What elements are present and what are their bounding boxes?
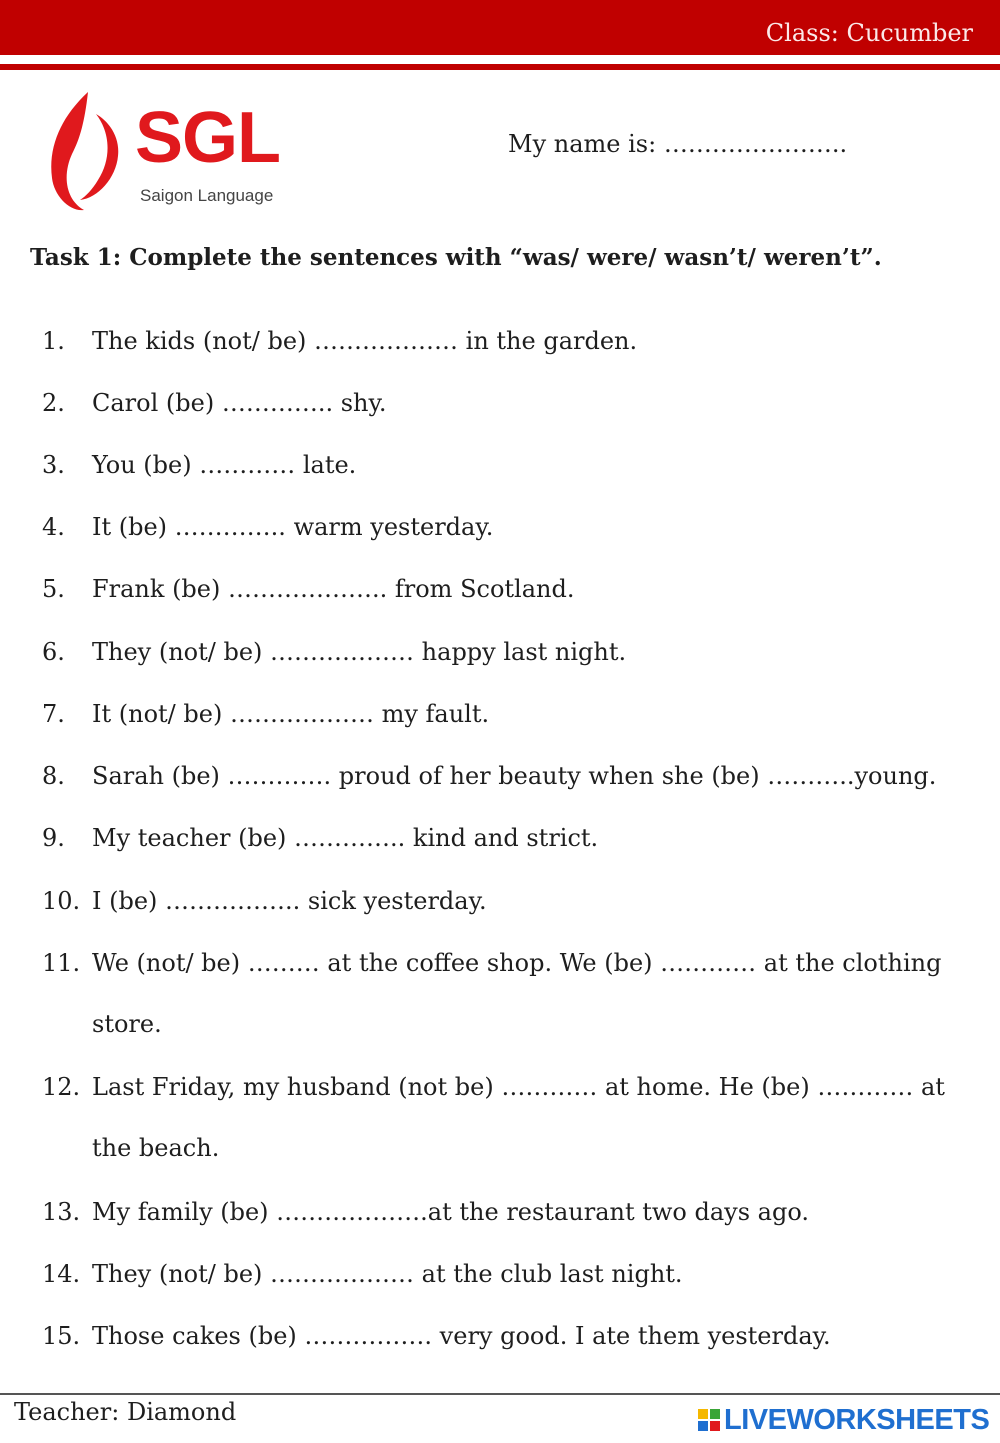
question-number: 13. xyxy=(42,1198,81,1226)
question-continuation: store. xyxy=(92,1010,162,1038)
class-label: Class: Cucumber xyxy=(765,19,973,47)
question-number: 10. xyxy=(42,887,81,915)
watermark-text: LIVEWORKSHEETS xyxy=(724,1403,990,1436)
liveworksheets-watermark xyxy=(698,1405,989,1435)
question-text: My teacher (be) ………….. kind and strict. xyxy=(92,824,599,852)
header-bar xyxy=(0,0,1000,55)
question-number: 5. xyxy=(42,575,65,603)
question-number: 11. xyxy=(42,949,81,977)
question-text: They (not/ be) ……………… at the club last night. xyxy=(92,1260,683,1288)
question-text: It (be) ………….. warm yesterday. xyxy=(92,513,494,541)
question-text: I (be) …………….. sick yesterday. xyxy=(92,887,487,915)
question-text: Last Friday, my husband (not be) ………… at home. He (be) ………… at xyxy=(92,1073,945,1101)
question-text: The kids (not/ be) ……………… in the garden. xyxy=(92,327,638,355)
name-field-label: My name is: ………………….. xyxy=(508,130,848,158)
question-text: They (not/ be) ……………… happy last night. xyxy=(92,638,627,666)
logo-brand: SGL xyxy=(135,98,281,178)
question-number: 4. xyxy=(42,513,65,541)
footer-divider xyxy=(0,1393,1000,1395)
question-number: 8. xyxy=(42,762,65,790)
question-text: You (be) ………… late. xyxy=(92,451,357,479)
question-number: 1. xyxy=(42,327,65,355)
task-title: Task 1: Complete the sentences with “was/ were/ wasn’t/ weren’t”. xyxy=(30,244,882,271)
question-number: 2. xyxy=(42,389,65,417)
question-continuation: the beach. xyxy=(92,1134,220,1162)
question-number: 9. xyxy=(42,824,65,852)
question-text: Sarah (be) …………. proud of her beauty when she (be) ………..young. xyxy=(92,762,937,790)
question-number: 12. xyxy=(42,1073,81,1101)
liveworksheets-logo-icon xyxy=(698,1409,720,1431)
question-text: We (not/ be) ……… at the coffee shop. We (be) ………… at the clothing xyxy=(92,949,942,977)
question-number: 7. xyxy=(42,700,65,728)
header-divider xyxy=(0,64,1000,70)
question-text: It (not/ be) ……………… my fault. xyxy=(92,700,490,728)
question-number: 15. xyxy=(42,1322,81,1350)
question-text: My family (be) ……………….at the restaurant two days ago. xyxy=(92,1198,809,1226)
question-text: Carol (be) ………….. shy. xyxy=(92,389,387,417)
sgl-logo xyxy=(40,88,290,218)
question-text: Frank (be) ……………….. from Scotland. xyxy=(92,575,575,603)
swirl-logo-icon xyxy=(40,88,130,218)
question-text: Those cakes (be) ……………. very good. I ate them yesterday. xyxy=(92,1322,831,1350)
teacher-label: Teacher: Diamond xyxy=(14,1398,237,1426)
question-number: 14. xyxy=(42,1260,81,1288)
question-number: 3. xyxy=(42,451,65,479)
logo-subtitle: Saigon Language xyxy=(140,186,274,205)
question-number: 6. xyxy=(42,638,65,666)
